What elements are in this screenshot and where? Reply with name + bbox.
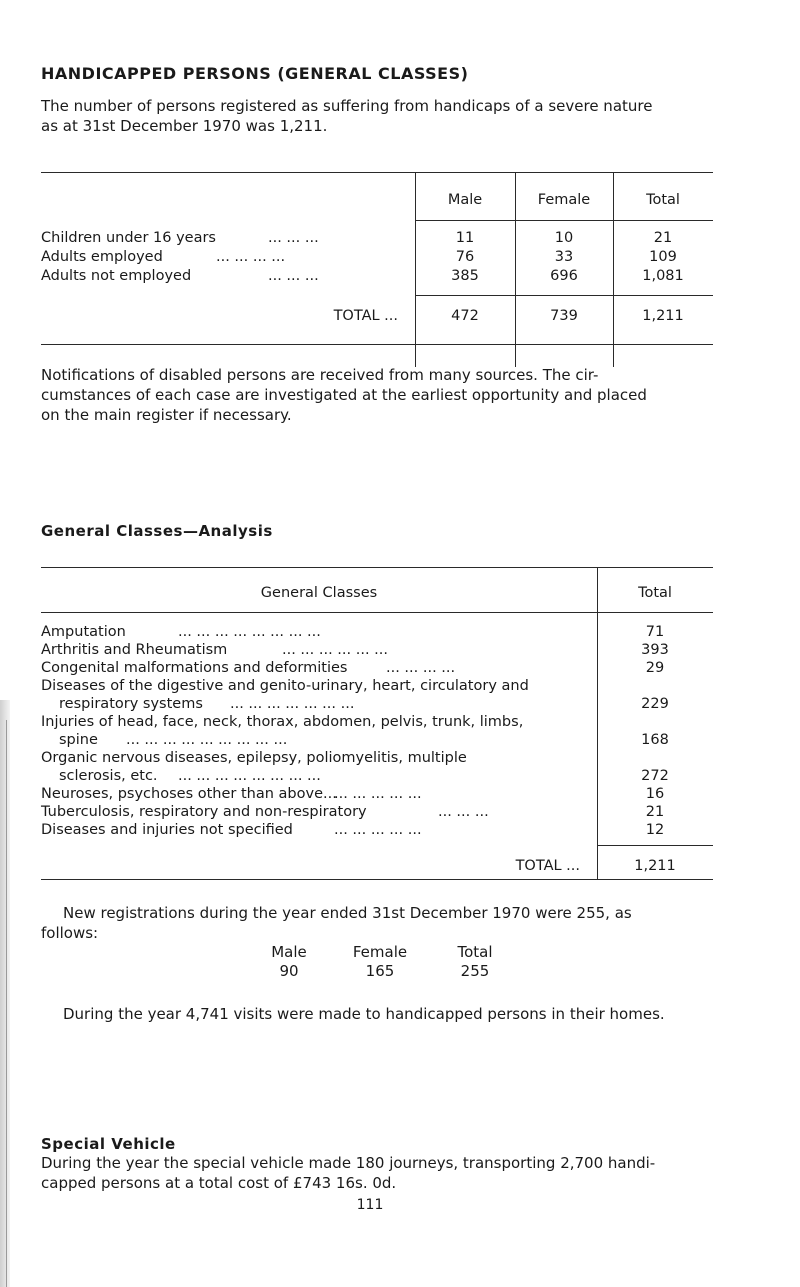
total-value: 1,081 [642,268,684,284]
dot-leader: ... ... ... [438,804,489,820]
row-label: Children under 16 years [41,230,216,246]
dot-leader: ... ... ... ... ... ... ... ... [178,768,321,784]
special-vehicle-line-2: capped persons at a total cost of £743 16s. 0d. [41,1174,397,1192]
female-value: 10 [554,230,574,246]
notifications-line-1: Notifications of disabled persons are received from many sources. The cir- [41,366,599,384]
male-value: 11 [455,230,475,246]
row-label-line-1: Organic nervous diseases, epilepsy, poliomyelitis, multiple [41,750,467,766]
row-label-line-2: respiratory systems [59,696,203,712]
dot-leader: ... ... ... ... ... ... ... ... ... [126,732,288,748]
new-reg-male-value: 90 [279,962,299,980]
male-value: 76 [455,249,475,265]
page-number: 111 [356,1197,384,1213]
row-label: Congenital malformations and deformities [41,660,348,676]
row-label: Arthritis and Rheumatism [41,642,228,658]
table2-top-rule [41,567,713,568]
new-reg-header-male: Male [271,943,307,961]
table1-total-total: 1,211 [642,308,684,324]
total-value: 21 [645,804,665,820]
dot-leader: ... ... ... ... ... [334,822,422,838]
special-vehicle-heading: Special Vehicle [41,1135,176,1153]
table1-total-female: 739 [550,308,578,324]
dot-leader: ... ... ... ... [386,660,456,676]
special-vehicle-line-1: During the year the special vehicle made 180 journeys, transporting 2,700 handi- [41,1154,656,1172]
table2-header-classes: General Classes [260,585,378,601]
table2-header-total: Total [638,585,672,601]
total-value: 12 [645,822,665,838]
dot-leader: ... ... ... ... ... ... ... [230,696,355,712]
table1-header-rule [415,220,713,221]
visits-sentence: During the year 4,741 visits were made to handicapped persons in their homes. [63,1005,665,1023]
table2-bottom-rule [41,879,713,880]
row-label: Neuroses, psychoses other than above... [41,786,337,802]
total-value: 21 [653,230,673,246]
page-title: HANDICAPPED PERSONS (GENERAL CLASSES) [41,64,469,83]
total-value: 109 [649,249,677,265]
male-value: 385 [451,268,479,284]
dot-leader: ... ... ... [268,268,319,284]
row-label: Diseases and injuries not specified [41,822,293,838]
dot-leader: ... ... ... ... ... ... [282,642,389,658]
total-value: 71 [645,624,665,640]
total-value: 168 [641,732,669,748]
dot-leader: ... ... ... [268,230,319,246]
notifications-line-3: on the main register if necessary. [41,406,292,424]
row-label-line-2: sclerosis, etc. [59,768,158,784]
new-registrations-line-1: New registrations during the year ended 31st December 1970 were 255, as [63,904,632,922]
row-label-line-1: Injuries of head, face, neck, thorax, abdomen, pelvis, trunk, limbs, [41,714,524,730]
page-binding-edge [0,700,10,1287]
dot-leader: ... ... ... ... ... [334,786,422,802]
new-reg-total-value: 255 [460,962,490,980]
table2-total-label: TOTAL ... [515,858,580,874]
notifications-line-2: cumstances of each case are investigated at the earliest opportunity and placed [41,386,647,404]
row-label: Adults not employed [41,268,192,284]
row-label-line-1: Diseases of the digestive and genito-urinary, heart, circulatory and [41,678,529,694]
table2-header-rule [41,612,713,613]
new-reg-header-total: Total [457,943,493,961]
table1-header-male: Male [447,192,483,208]
total-value: 272 [641,768,669,784]
table2-total-rule [597,845,713,846]
table2-total-value: 1,211 [634,858,676,874]
table1-total-rule [415,295,713,296]
intro-line-2: as at 31st December 1970 was 1,211. [41,117,328,135]
table1-bottom-rule [41,344,713,345]
new-registrations-line-2: follows: [41,924,99,942]
dot-leader: ... ... ... ... [216,249,286,265]
row-label: Amputation [41,624,126,640]
page-binding-line [6,720,7,1287]
analysis-heading: General Classes—Analysis [41,522,273,540]
total-value: 16 [645,786,665,802]
row-label-line-2: spine [59,732,98,748]
total-value: 229 [641,696,669,712]
total-value: 29 [645,660,665,676]
table1-total-male: 472 [451,308,479,324]
table1-header-female: Female [537,192,591,208]
female-value: 33 [554,249,574,265]
intro-line-1: The number of persons registered as suffering from handicaps of a severe nature [41,97,653,115]
total-value: 393 [641,642,669,658]
dot-leader: ... ... ... ... ... ... ... ... [178,624,321,640]
table1-header-total: Total [646,192,680,208]
table1-total-label: TOTAL ... [333,308,398,324]
row-label: Tuberculosis, respiratory and non-respiratory [41,804,367,820]
female-value: 696 [550,268,578,284]
new-reg-header-female: Female [352,943,408,961]
new-reg-female-value: 165 [365,962,395,980]
row-label: Adults employed [41,249,163,265]
